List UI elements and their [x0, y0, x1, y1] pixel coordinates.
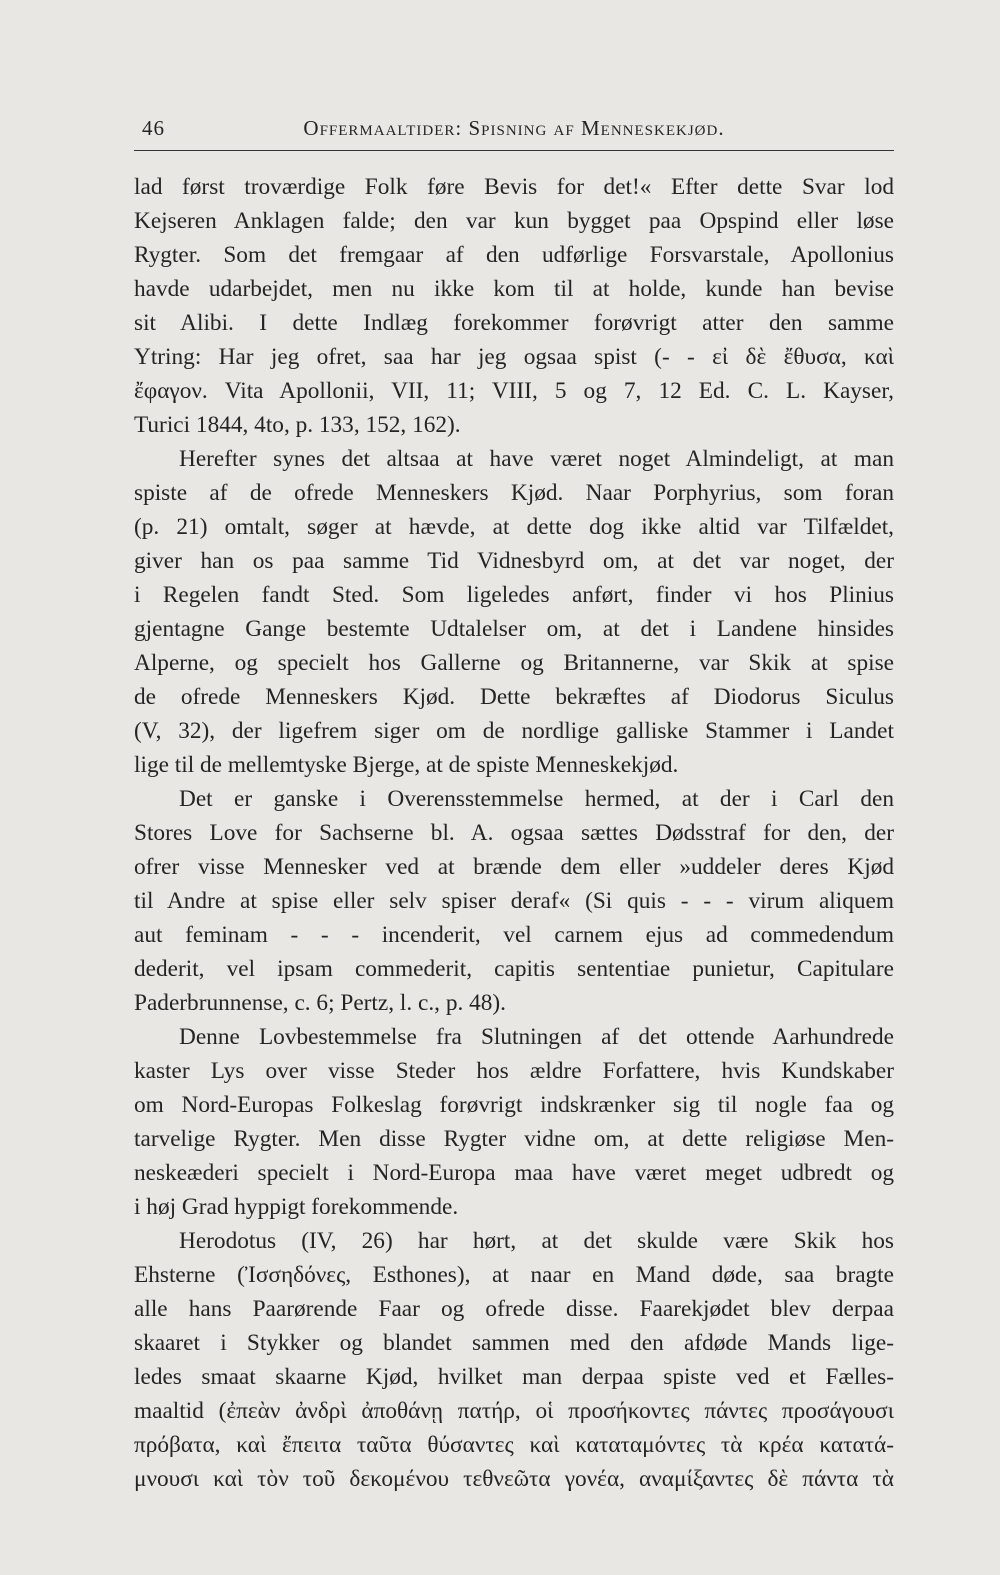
text-line: kaster Lys over visse Steder hos ældre Forfattere, hvis Kundskaber: [134, 1058, 894, 1084]
text-line: Paderbrunnense, c. 6; Pertz, l. c., p. 48).: [134, 990, 506, 1016]
text-line: dederit, vel ipsam commederit, capitis sententiae punietur, Capitulare: [134, 956, 894, 982]
text-line: gjentagne Gange bestemte Udtalelser om, at det i Landene hinsides: [134, 616, 894, 642]
text-line: πρόβατα, καὶ ἔπειτα ταῦτα θύσαντες καὶ καταταμόντες τὰ κρέα κατατά-: [134, 1432, 894, 1458]
text-line: Det er ganske i Overensstemmelse hermed, at der i Carl den: [179, 786, 894, 812]
text-line: alle hans Paarørende Faar og ofrede disse. Faarekjødet blev derpaa: [134, 1296, 894, 1322]
text-line: de ofrede Menneskers Kjød. Dette bekræftes af Diodorus Siculus: [134, 684, 894, 710]
text-line: Alperne, og specielt hos Gallerne og Britannerne, var Skik at spise: [134, 650, 894, 676]
text-line: Turici 1844, 4to, p. 133, 152, 162).: [134, 412, 461, 438]
text-line: ἔφαγον. Vita Apollonii, VII, 11; VIII, 5 og 7, 12 Ed. C. L. Kayser,: [134, 378, 894, 404]
text-line: Denne Lovbestemmelse fra Slutningen af det ottende Aarhundrede: [179, 1024, 894, 1050]
paragraph: [134, 782, 894, 1020]
text-line: (p. 21) omtalt, søger at hævde, at dette dog ikke altid var Tilfældet,: [134, 514, 894, 540]
paragraph: [134, 442, 894, 782]
text-line: aut feminam - - - incenderit, vel carnem ejus ad commedendum: [134, 922, 894, 948]
header-rule: [134, 150, 894, 151]
running-title: Offermaaltider: Spisning af Menneskekjød.: [303, 116, 725, 140]
text-line: Rygter. Som det fremgaar af den udførlige Forsvarstale, Apollonius: [134, 242, 894, 268]
text-line: lad først troværdige Folk føre Bevis for det!« Efter dette Svar lod: [134, 174, 894, 200]
text-line: maaltid (ἐπεὰν ἀνδρὶ ἀποθάνῃ πατήρ, οἱ προσήκοντες πάντες προσάγουσι: [134, 1398, 894, 1424]
text-line: Herefter synes det altsaa at have været noget Almindeligt, at man: [179, 446, 894, 472]
paragraph: [134, 1020, 894, 1224]
text-line: ofrer visse Mennesker ved at brænde dem eller »uddeler deres Kjød: [134, 854, 894, 880]
text-line: spiste af de ofrede Menneskers Kjød. Naar Porphyrius, som foran: [134, 480, 894, 506]
text-line: Stores Love for Sachserne bl. A. ogsaa sættes Dødsstraf for den, der: [134, 820, 894, 846]
text-line: μνουσι καὶ τὸν τοῦ δεκομένου τεθνεῶτα γονέα, αναμίξαντες δὲ πάντα τὰ: [134, 1466, 894, 1492]
paragraph: [134, 1224, 894, 1496]
text-line: om Nord-Europas Folkeslag forøvrigt indskrænker sig til nogle faa og: [134, 1092, 894, 1118]
text-line: Ehsterne (Ἰσσηδόνες, Esthones), at naar en Mand døde, saa bragte: [134, 1262, 894, 1288]
text-line: Herodotus (IV, 26) har hørt, at det skulde være Skik hos: [179, 1228, 894, 1254]
text-line: i Regelen fandt Sted. Som ligeledes anført, finder vi hos Plinius: [134, 582, 894, 608]
text-line: Ytring: Har jeg ofret, saa har jeg ogsaa spist (- - εἰ δὲ ἔθυσα, καὶ: [134, 344, 894, 370]
text-line: sit Alibi. I dette Indlæg forekommer forøvrigt atter den samme: [134, 310, 894, 336]
text-line: skaaret i Stykker og blandet sammen med den afdøde Mands lige-: [134, 1330, 894, 1356]
text-line: giver han os paa samme Tid Vidnesbyrd om, at det var noget, der: [134, 548, 894, 574]
body-text: [134, 170, 894, 1496]
paragraph: [134, 170, 894, 442]
text-line: tarvelige Rygter. Men disse Rygter vidne om, at dette religiøse Men-: [134, 1126, 894, 1152]
text-line: Kejseren Anklagen falde; den var kun bygget paa Opspind eller løse: [134, 208, 894, 234]
text-line: havde udarbejdet, men nu ikke kom til at holde, kunde han bevise: [134, 276, 894, 302]
text-line: lige til de mellemtyske Bjerge, at de spiste Menneskekjød.: [134, 752, 679, 778]
text-line: neskeæderi specielt i Nord-Europa maa have været meget udbredt og: [134, 1160, 894, 1186]
page-number: 46: [142, 116, 165, 140]
text-line: (V, 32), der ligefrem siger om de nordlige galliske Stammer i Landet: [134, 718, 894, 744]
text-line: i høj Grad hyppigt forekommende.: [134, 1194, 459, 1220]
text-line: ledes smaat skaarne Kjød, hvilket man derpaa spiste ved et Fælles-: [134, 1364, 894, 1390]
text-line: til Andre at spise eller selv spiser deraf« (Si quis - - - virum aliquem: [134, 888, 894, 914]
